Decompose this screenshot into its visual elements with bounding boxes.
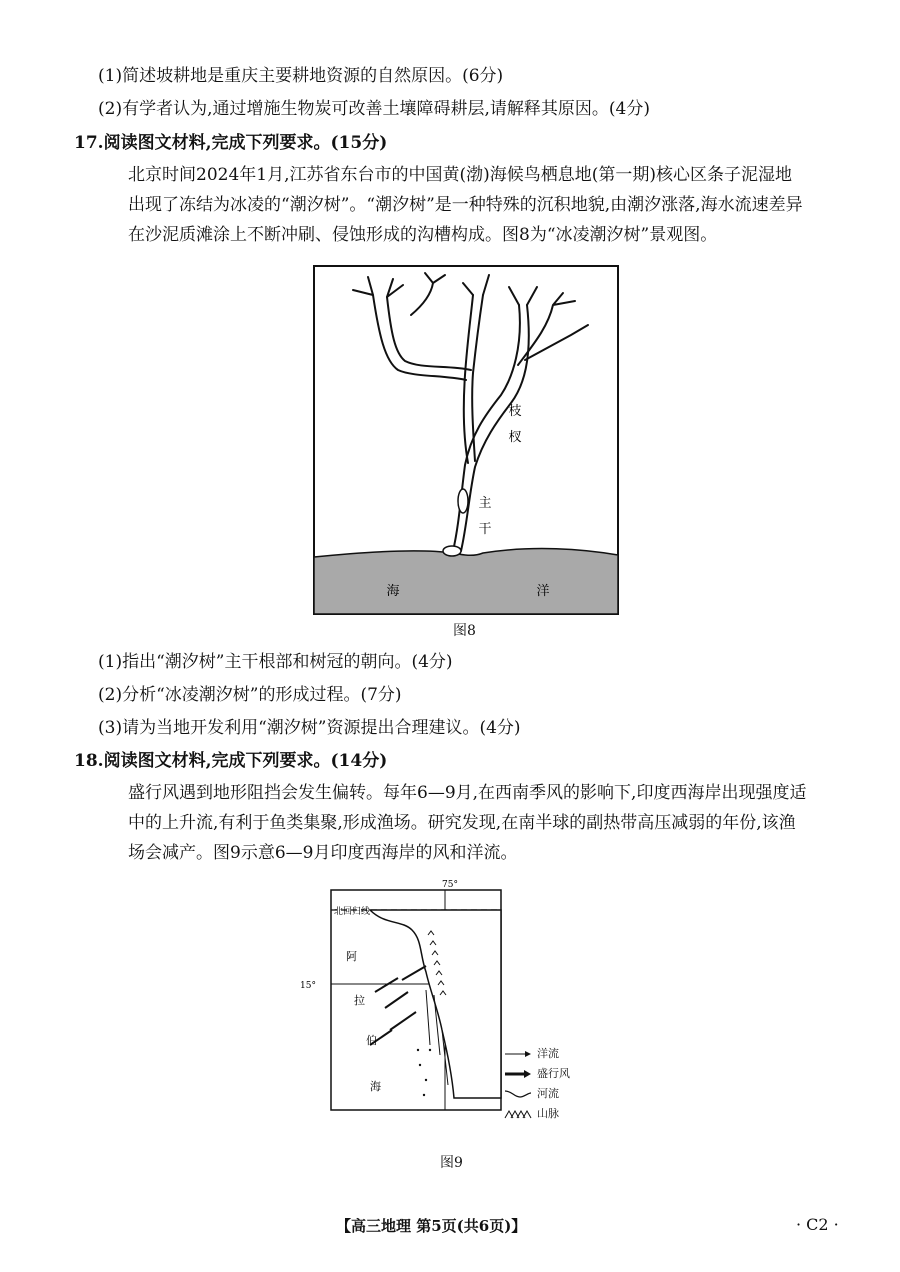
- legend-wind-label: 盛行风: [537, 1067, 570, 1080]
- longitude-label: 75°: [442, 880, 458, 890]
- q17-sub2: (2)分析“冰凌潮汐树”的形成过程。(7分): [98, 685, 402, 705]
- page-footer: 【高三地理 第5页(共6页)】: [336, 1217, 527, 1235]
- sea-label-4: 海: [370, 1080, 381, 1093]
- figure-9-legend: [504, 1044, 570, 1124]
- q18-paragraph: 盛行风遇到地形阻挡会发生偏转。每年6—9月,在西南季风的影响下,印度西海岸出现强度适中的上升流,有利于鱼类集聚,形成渔场。研究发现,在南半球的副热带高压减弱的年份,该渔场会减产。图9示意6—9月印度西海岸的风和洋流。: [128, 783, 807, 863]
- q17-sub1: (1)指出“潮汐树”主干根部和树冠的朝向。(4分): [98, 652, 453, 672]
- tropic-label: 北回归线: [334, 907, 371, 917]
- q17-sub3: (3)请为当地开发利用“潮汐树”资源提出合理建议。(4分): [98, 718, 521, 738]
- latitude-label: 15°: [300, 981, 316, 991]
- figure-9-caption: 图9: [440, 1155, 463, 1171]
- ocean-area: [314, 549, 618, 614]
- label-trunk-2: 干: [478, 522, 492, 537]
- sea-label-2: 拉: [354, 994, 365, 1007]
- legend-current: [504, 1044, 570, 1064]
- q18-heading: 18.阅读图文材料,完成下列要求。(14分): [74, 751, 388, 771]
- q16-sub1: (1)简述坡耕地是重庆主要耕地资源的自然原因。(6分): [98, 66, 504, 86]
- q17-paragraph: 北京时间2024年1月,江苏省东台市的中国黄(渤)海候鸟栖息地(第一期)核心区条子泥湿地出现了冻结为冰凌的“潮汐树”。“潮汐树”是一种特殊的沉积地貌,由潮汐涨落,海水流速差异在沙泥质滩涂上不断冲刷、侵蚀形成的沟槽构成。图8为“冰凌潮汐树”景观图。: [128, 165, 803, 245]
- river-icon: [504, 1089, 532, 1099]
- label-sea-1: 海: [386, 584, 400, 599]
- legend-river-label: 河流: [537, 1087, 559, 1100]
- mountain-icon: [504, 1109, 532, 1119]
- legend-mountain-label: 山脉: [537, 1107, 559, 1120]
- label-sea-2: 洋: [536, 584, 550, 599]
- exam-code: · C2 ·: [796, 1215, 839, 1234]
- label-trunk-1: 主: [478, 496, 492, 511]
- legend-wind: [504, 1064, 570, 1084]
- sea-label-3: 伯: [366, 1034, 377, 1047]
- current-arrow-icon: [504, 1049, 532, 1059]
- trunk-hole: [458, 489, 468, 513]
- root-hole: [443, 546, 461, 556]
- q17-heading: 17.阅读图文材料,完成下列要求。(15分): [74, 133, 388, 153]
- q16-sub2: (2)有学者认为,通过增施生物炭可改善土壤障碍耕层,请解释其原因。(4分): [98, 99, 650, 119]
- label-branch-2: 杈: [508, 430, 522, 445]
- tidal-tree-figure: [313, 265, 619, 615]
- label-branch-1: 枝: [508, 404, 522, 419]
- legend-mountain: [504, 1104, 570, 1124]
- legend-river: [504, 1084, 570, 1104]
- figure-8-caption: 图8: [453, 623, 476, 639]
- wind-arrow-icon: [504, 1069, 532, 1079]
- legend-current-label: 洋流: [537, 1047, 559, 1060]
- sea-label-1: 阿: [346, 950, 357, 963]
